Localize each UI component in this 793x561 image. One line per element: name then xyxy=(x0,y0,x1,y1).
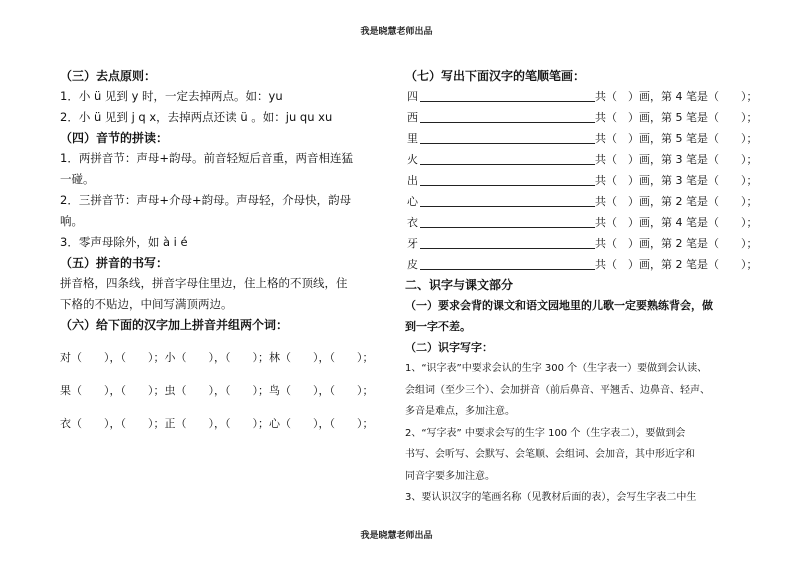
stroke-char: 衣 xyxy=(407,216,418,229)
left-column xyxy=(60,66,390,446)
stroke-row xyxy=(405,128,758,149)
answer-line[interactable] xyxy=(420,185,595,186)
subsection-title: （二）识字写字： xyxy=(405,341,493,354)
stroke-question: 共（ ）画，第 2 笔是（ ）； xyxy=(595,195,758,208)
page-footer: 我是晓慧老师出品 xyxy=(360,531,433,541)
section-5-title: （五）拼音的书写： xyxy=(60,256,169,270)
stroke-char: 西 xyxy=(407,111,418,124)
stroke-list xyxy=(405,86,758,275)
answer-line[interactable] xyxy=(420,101,595,102)
stroke-question: 共（ ）画，第 4 笔是（ ）； xyxy=(595,216,758,229)
word-blank[interactable]: 虫（ ），（ ）； xyxy=(164,384,269,397)
word-blank[interactable]: 鸟（ ），（ ）； xyxy=(269,384,374,397)
word-blank[interactable]: 林（ ），（ ）； xyxy=(269,351,374,364)
text-line: 1．两拼音节：声母+韵母。前音轻短后音重，两音相连猛 xyxy=(60,151,353,165)
answer-line[interactable] xyxy=(420,227,595,228)
section-3-title: （三）去点原则： xyxy=(60,69,157,83)
word-blank[interactable]: 果（ ），（ ）； xyxy=(60,384,165,397)
text-line: 会组词（至少三个）、会加拼音（前后鼻音、平翘舌、边鼻音、轻声、 xyxy=(405,384,710,396)
stroke-question: 共（ ）画，第 5 笔是（ ）； xyxy=(595,111,758,124)
page-header: 我是晓慧老师出品 xyxy=(360,27,433,37)
stroke-question: 共（ ）画，第 4 笔是（ ）； xyxy=(595,90,758,103)
stroke-question: 共（ ）画，第 3 笔是（ ）； xyxy=(595,153,758,166)
text-line: 书写、会听写、会默写、会笔顺、会组词、会加音，其中形近字和 xyxy=(405,449,695,460)
stroke-question: 共（ ）画，第 3 笔是（ ）； xyxy=(595,174,758,187)
answer-line[interactable] xyxy=(420,269,595,270)
stroke-char: 火 xyxy=(407,153,418,166)
word-blank[interactable]: 正（ ），（ ）； xyxy=(164,417,269,430)
text-line: （一）要求会背的课文和语文园地里的儿歌一定要熟练背会，做 xyxy=(405,299,713,312)
stroke-char: 四 xyxy=(407,90,418,103)
word-blank[interactable]: 心（ ），（ ）； xyxy=(269,417,374,430)
word-row xyxy=(60,413,390,446)
word-row xyxy=(60,347,390,380)
word-blank[interactable]: 对（ ），（ ）； xyxy=(60,351,165,364)
text-line: 2．三拼音节：声母+介母+韵母。声母轻，介母快，韵母 xyxy=(60,193,352,207)
stroke-char: 出 xyxy=(407,174,418,187)
answer-line[interactable] xyxy=(420,248,595,249)
answer-line[interactable] xyxy=(420,206,595,207)
section-7-title: （七）写出下面汉字的笔顺笔画： xyxy=(405,69,586,83)
answer-line[interactable] xyxy=(420,122,595,123)
text-line: 拼音格，四条线，拼音字母住里边，住上格的不顶线，住 xyxy=(60,276,348,290)
part-2-title: 二、识字与课文部分 xyxy=(405,278,514,292)
stroke-char: 牙 xyxy=(407,237,418,250)
text-line: 3、要认识汉字的笔画名称（见教材后面的表），会写生字表二中生 xyxy=(405,492,697,503)
text-line: 下格的不贴边，中间写满顶两边。 xyxy=(60,297,233,311)
stroke-row xyxy=(405,212,758,233)
stroke-row xyxy=(405,86,758,107)
stroke-char: 皮 xyxy=(407,258,418,271)
section-4-title: （四）音节的拼读： xyxy=(60,131,169,145)
stroke-row xyxy=(405,254,758,275)
text-line: 2、“写字表” 中要求会写的生字 100 个（生字表二），要做到会 xyxy=(405,427,686,439)
stroke-row xyxy=(405,191,758,212)
word-row xyxy=(60,380,390,413)
section-6-title: （六）给下面的汉字加上拼音并组两个词： xyxy=(60,318,289,332)
stroke-row xyxy=(405,233,758,254)
text-line: 响。 xyxy=(60,214,83,228)
answer-line[interactable] xyxy=(420,143,595,144)
stroke-question: 共（ ）画，第 2 笔是（ ）； xyxy=(595,258,758,271)
text-line: 多音是难点，多加注意。 xyxy=(405,406,515,417)
stroke-row xyxy=(405,107,758,128)
text-line: 一碰。 xyxy=(60,172,95,186)
text-line: 2．小 ü 见到 j q x，去掉两点还读 ü 。如：ju qu xu xyxy=(60,110,333,124)
word-blank[interactable]: 衣（ ），（ ）； xyxy=(60,417,165,430)
stroke-row xyxy=(405,149,758,170)
stroke-char: 心 xyxy=(407,195,418,208)
text-line: 1、“识字表”中要求会认的生字 300 个（生字表一）要做到会认读、 xyxy=(405,363,708,374)
stroke-question: 共（ ）画，第 5 笔是（ ）； xyxy=(595,132,758,145)
text-line: 1．小 ü 见到 y 时，一定去掉两点。如：yu xyxy=(60,89,283,103)
right-column xyxy=(405,66,758,509)
text-line: 同音字要多加注意。 xyxy=(405,470,495,482)
answer-line[interactable] xyxy=(420,164,595,165)
text-line: 到一字不差。 xyxy=(405,320,471,333)
stroke-row xyxy=(405,170,758,191)
stroke-char: 里 xyxy=(407,132,418,145)
stroke-question: 共（ ）画，第 2 笔是（ ）； xyxy=(595,237,758,250)
word-blank[interactable]: 小（ ），（ ）； xyxy=(164,351,269,364)
text-line: 3．零声母除外，如 à i é xyxy=(60,235,188,249)
